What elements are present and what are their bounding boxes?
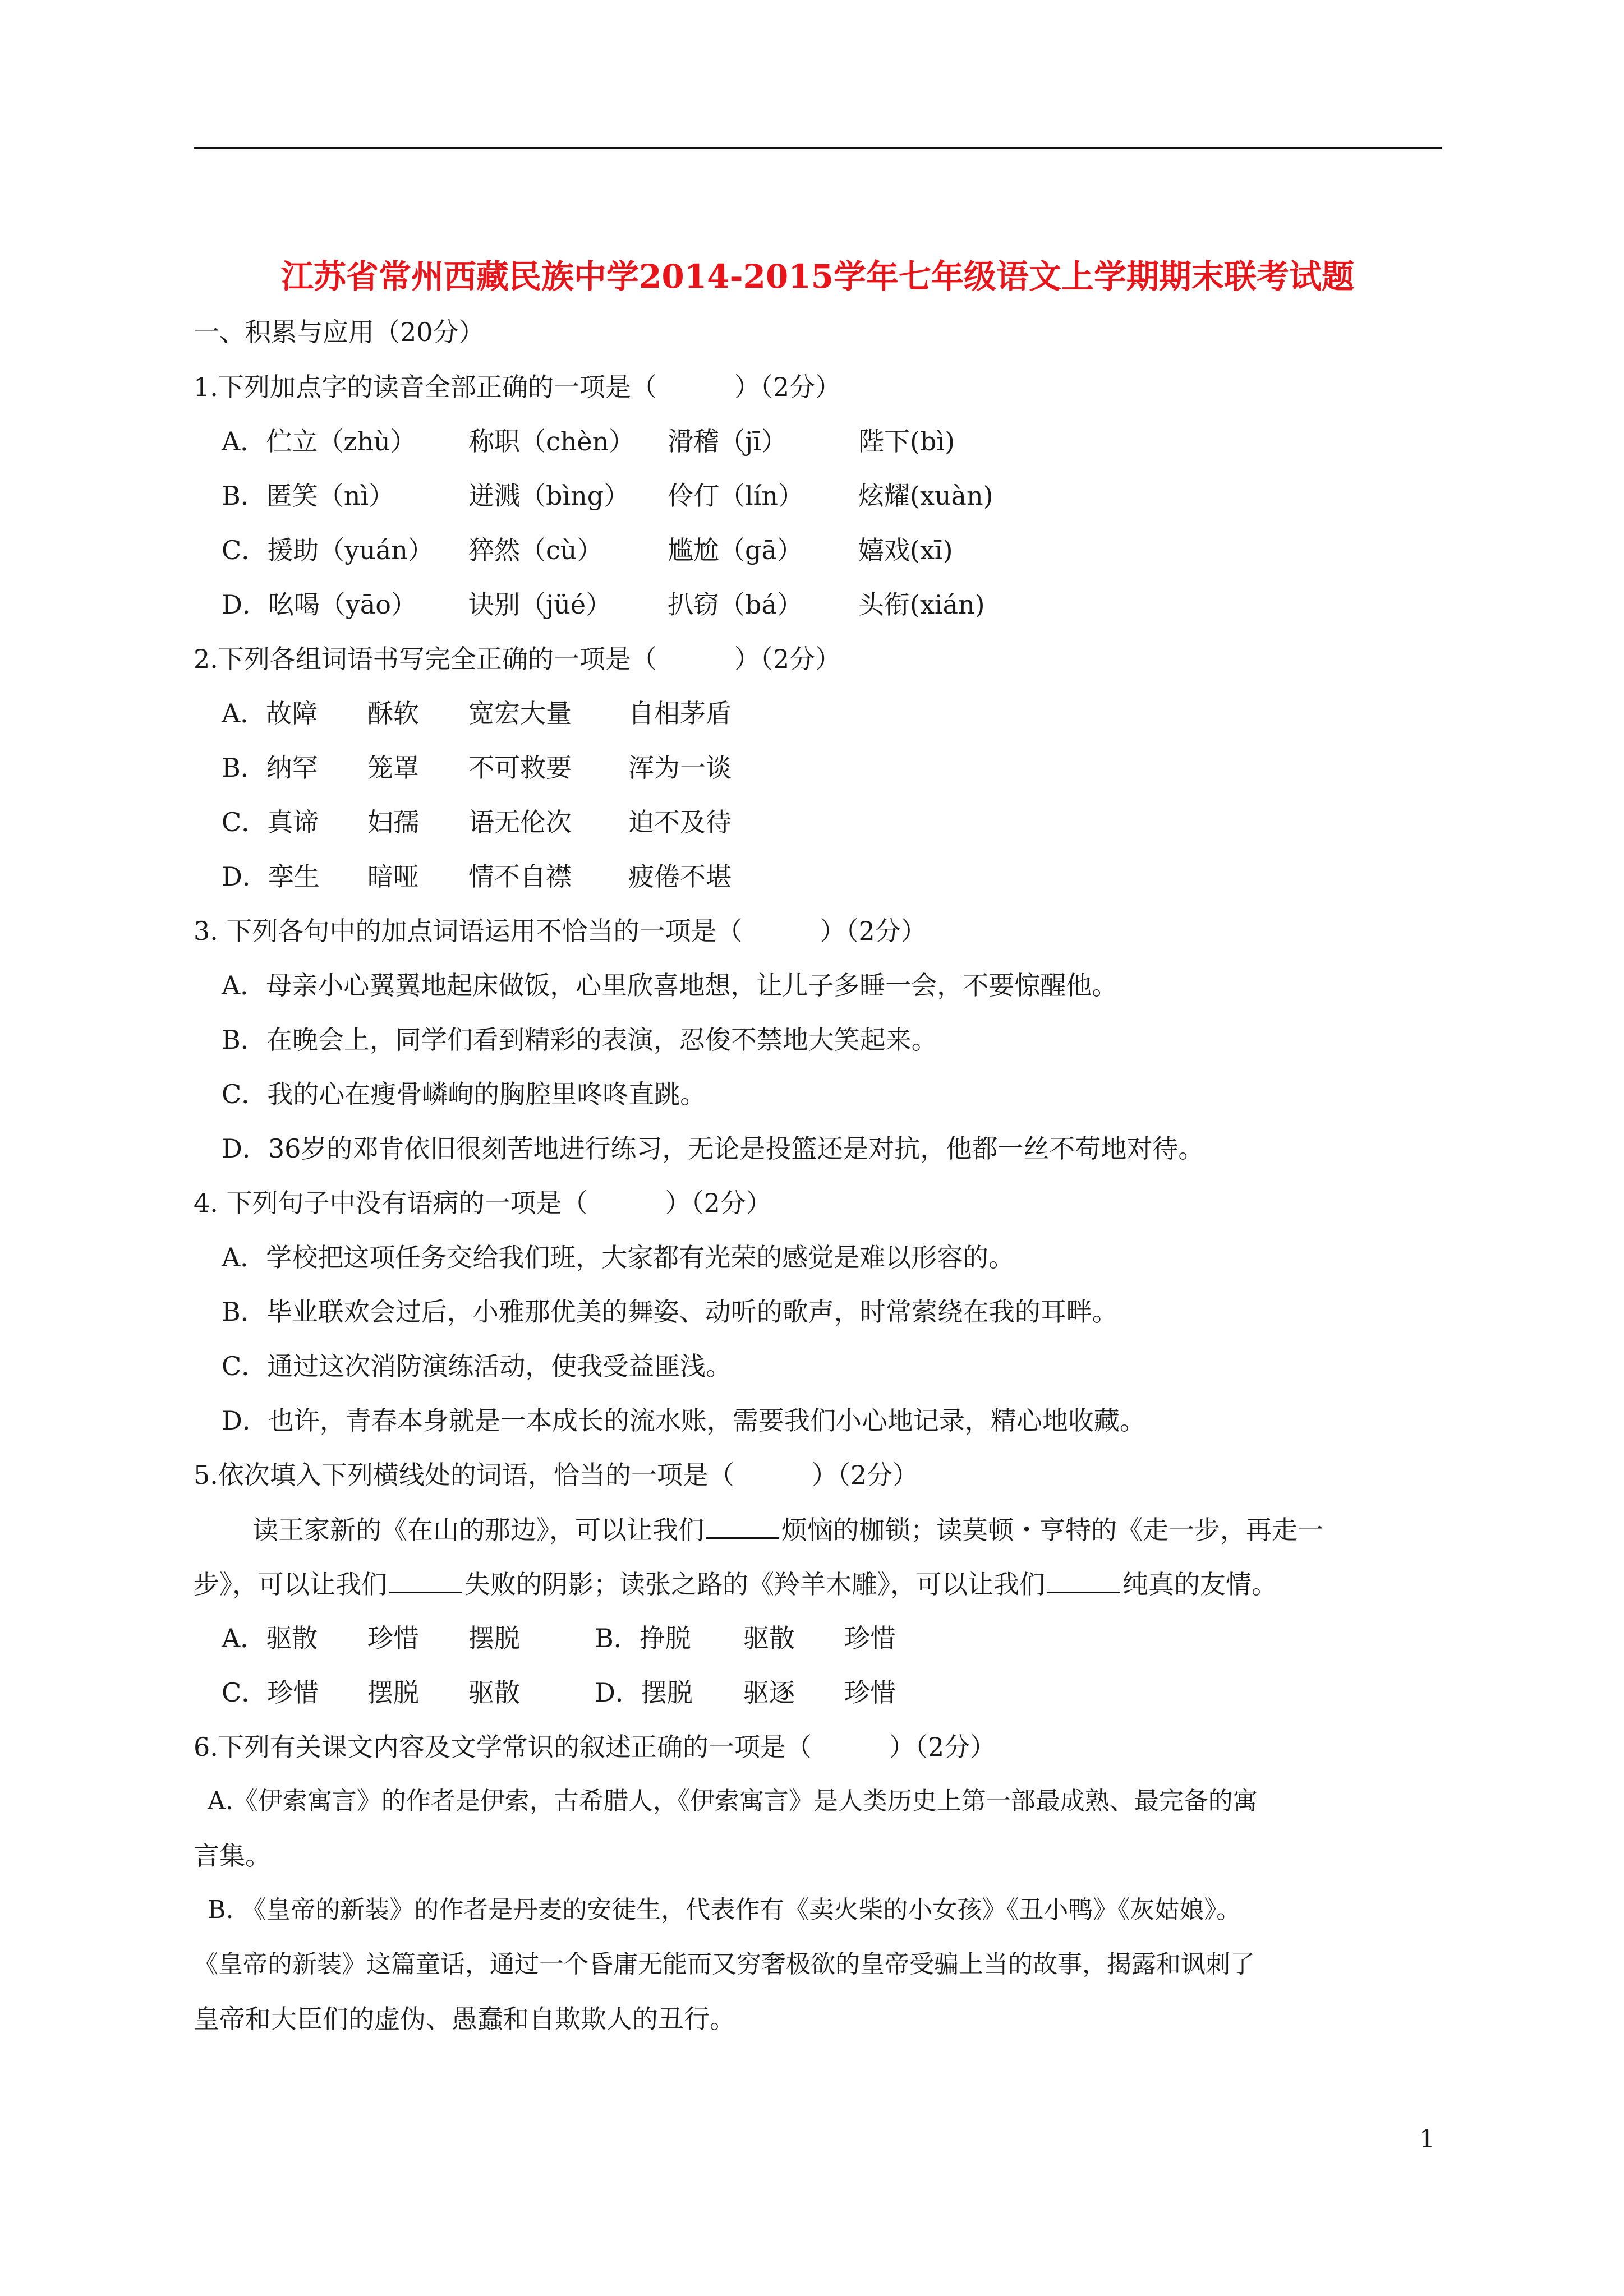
blank-3 [1047, 1566, 1120, 1593]
q1-option-b-2: 迸溅（bìng） [468, 481, 630, 511]
q2-option-b-3: 不可救要 [468, 753, 572, 783]
q5-option-d-1: D．摆脱 [595, 1677, 693, 1708]
q5-option-d-2: 驱逐 [743, 1677, 795, 1708]
q2-option-a-2: 酥软 [367, 698, 419, 729]
section-heading: 一、积累与应用（20分） [194, 317, 485, 347]
q5-option-b-3: 珍惜 [844, 1623, 896, 1653]
q1-option-c-4: 嬉戏(xī) [858, 535, 953, 565]
q3-option-d: D．36岁的邓肯依旧很刻苦地进行练习，无论是投篮还是对抗，他都一丝不苟地对待。 [222, 1133, 1204, 1164]
q2-option-c-1: C．真谛 [222, 807, 319, 837]
q1-option-d-4: 头衔(xián) [858, 589, 985, 620]
q6-option-b-cont: 皇帝和大臣们的虚伪、愚蠢和自欺欺人的丑行。 [194, 2004, 735, 2034]
q6-option-a: A.《伊索寓言》的作者是伊索，古希腊人，《伊索寓言》是人类历史上第一部最成熟、最完备的寓 [208, 1787, 1258, 1815]
q1-option-a-4: 陛下(bì) [858, 426, 955, 457]
q1-option-b-4: 炫耀(xuàn) [858, 481, 993, 511]
q2-option-d-3: 情不自襟 [468, 861, 572, 892]
exam-title: 江苏省常州西藏民族中学2014-2015学年七年级语文上学期期末联考试题 [281, 257, 1354, 296]
q5-option-a-1: A．驱散 [222, 1623, 318, 1653]
q4-option-c: C．通过这次消防演练活动，使我受益匪浅。 [222, 1351, 732, 1381]
q1-option-d-3: 扒窃（bá） [668, 589, 803, 620]
q3-option-c: C．我的心在瘦骨嶙峋的胸腔里咚咚直跳。 [222, 1079, 706, 1109]
q1-option-c-2: 猝然（cù） [468, 535, 603, 565]
q5-option-a-2: 珍惜 [367, 1623, 419, 1653]
q2-option-a-1: A．故障 [222, 698, 318, 729]
q4-option-d: D．也许，青春本身就是一本成长的流水账，需要我们小心地记录，精心地收藏。 [222, 1405, 1145, 1436]
q2-option-d-4: 疲倦不堪 [628, 861, 732, 892]
q5-passage-line1 [252, 1511, 1323, 1548]
q5-option-a-3: 摆脱 [468, 1623, 520, 1653]
q5-option-b-2: 驱散 [743, 1623, 795, 1653]
q6-option-a-cont: 言集。 [194, 1841, 271, 1871]
q1-option-a-3: 滑稽（jī） [668, 426, 787, 457]
blank-2 [389, 1566, 462, 1593]
q5-option-b-1: B．挣脱 [595, 1623, 691, 1653]
q5-passage-text: 读王家新的《在山的那边》，可以让我们 [252, 1515, 704, 1545]
q2-option-b-1: B．纳罕 [222, 753, 318, 783]
q3-option-a: A．母亲小心翼翼地起床做饭，心里欣喜地想，让儿子多睡一会，不要惊醒他。 [222, 970, 1118, 1001]
q5-passage-text: 纯真的友情。 [1122, 1569, 1277, 1599]
q2-option-c-4: 迫不及待 [628, 807, 732, 837]
q5-option-c-3: 驱散 [468, 1677, 520, 1708]
blank-1 [706, 1511, 779, 1539]
q2-option-c-2: 妇孺 [367, 807, 419, 837]
q2-stem: 2.下列各组词语书写完全正确的一项是（ ）（2分） [194, 644, 841, 674]
q5-option-c-1: C．珍惜 [222, 1677, 319, 1708]
q2-option-b-4: 浑为一谈 [628, 753, 732, 783]
q1-option-a-1: A．伫立（zhù） [222, 426, 416, 457]
q1-option-b-3: 伶仃（lín） [668, 481, 804, 511]
q2-option-a-3: 宽宏大量 [468, 698, 572, 729]
q1-option-c-1: C．援助（yuán） [222, 535, 434, 565]
q1-option-a-2: 称职（chèn） [468, 426, 635, 457]
q6-option-b-cont: 《皇帝的新装》这篇童话，通过一个昏庸无能而又穷奢极欲的皇帝受骗上当的故事，揭露和讽刺了 [194, 1950, 1255, 1979]
q1-option-b-1: B．匿笑（nì） [222, 481, 395, 511]
q4-stem: 4. 下列句子中没有语病的一项是（ ）（2分） [194, 1188, 772, 1218]
q3-stem: 3. 下列各句中的加点词语运用不恰当的一项是（ ）（2分） [194, 916, 927, 946]
q2-option-d-1: D．孪生 [222, 861, 320, 892]
q5-stem: 5.依次填入下列横线处的词语，恰当的一项是（ ）（2分） [194, 1460, 919, 1490]
q1-option-d-1: D．吆喝（yāo） [222, 589, 417, 620]
q5-passage-line2 [194, 1566, 1277, 1602]
page-number: 1 [1419, 2125, 1435, 2154]
q2-option-c-3: 语无伦次 [468, 807, 572, 837]
q6-option-b: B. 《皇帝的新装》的作者是丹麦的安徒生，代表作有《卖火柴的小女孩》《丑小鸭》《灰姑娘》。 [208, 1896, 1241, 1924]
q2-option-b-2: 笼罩 [367, 753, 419, 783]
q1-stem: 1.下列加点字的读音全部正确的一项是（ ）（2分） [194, 372, 841, 402]
q2-option-d-2: 暗哑 [367, 861, 419, 892]
header-rule [194, 147, 1442, 149]
q5-option-c-2: 摆脱 [367, 1677, 419, 1708]
q3-option-b: B．在晚会上，同学们看到精彩的表演，忍俊不禁地大笑起来。 [222, 1025, 937, 1055]
q5-passage-text: 失败的阴影；读张之路的《羚羊木雕》，可以让我们 [464, 1569, 1045, 1599]
q1-option-d-2: 诀别（jüé） [468, 589, 612, 620]
q5-option-d-3: 珍惜 [844, 1677, 896, 1708]
q5-passage-text: 步》，可以让我们 [194, 1569, 387, 1599]
q4-option-a: A．学校把这项任务交给我们班，大家都有光荣的感觉是难以形容的。 [222, 1242, 1015, 1273]
q6-stem: 6.下列有关课文内容及文学常识的叙述正确的一项是（ ）（2分） [194, 1732, 996, 1762]
q1-option-c-3: 尴尬（gā） [668, 535, 803, 565]
q4-option-b: B．毕业联欢会过后，小雅那优美的舞姿、动听的歌声，时常萦绕在我的耳畔。 [222, 1297, 1118, 1327]
q5-passage-text: 烦恼的枷锁；读莫顿・亨特的《走一步，再走一 [781, 1515, 1323, 1545]
q2-option-a-4: 自相茅盾 [628, 698, 732, 729]
